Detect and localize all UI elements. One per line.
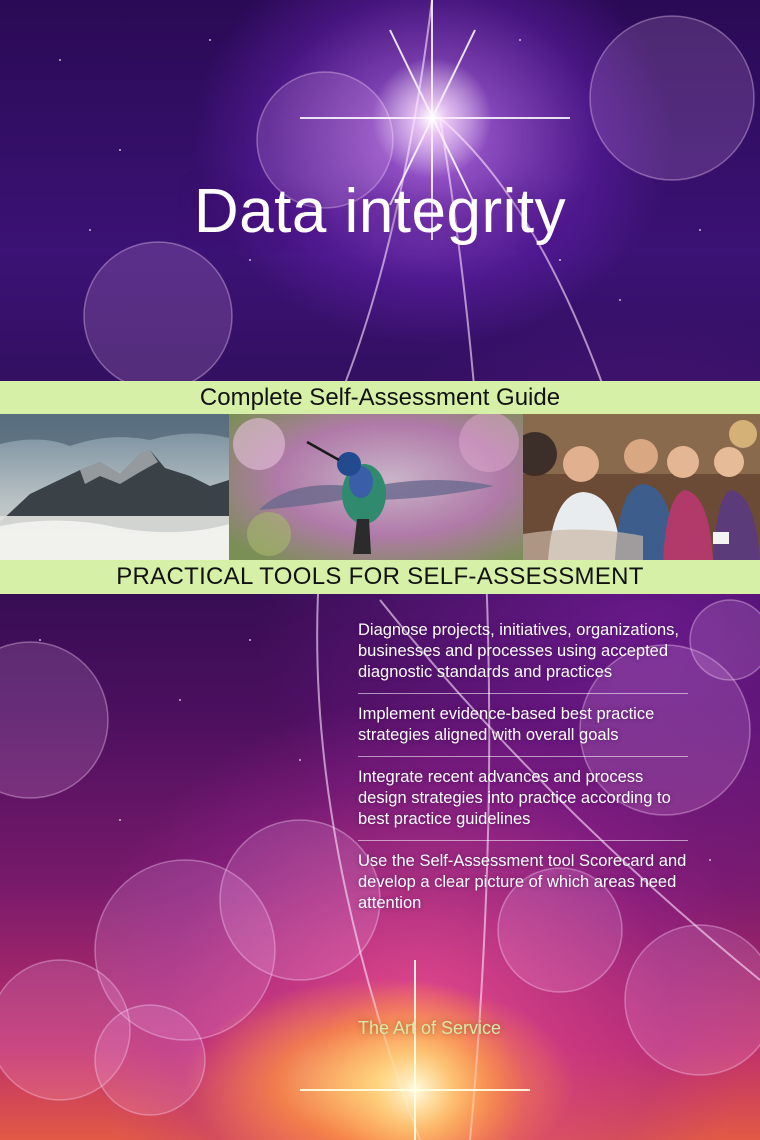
subtitle-band: Complete Self-Assessment Guide	[0, 381, 760, 414]
photo-strip	[0, 414, 760, 560]
hummingbird-photo	[229, 414, 523, 560]
tagline-band: PRACTICAL TOOLS FOR SELF-ASSESSMENT	[0, 560, 760, 594]
book-title: Data integrity	[193, 177, 567, 246]
benefit-item: Integrate recent advances and process design strategies into practice according to best practice guidelines	[358, 767, 688, 841]
benefit-item: Implement evidence-based best practice strategies aligned with overall goals	[358, 704, 688, 757]
benefits-list	[358, 620, 688, 934]
benefit-item: Use the Self-Assessment tool Scorecard and develop a clear picture of which areas need attention	[358, 852, 687, 912]
group-of-friends-photo	[523, 414, 760, 560]
mountain-landscape-photo	[0, 414, 229, 560]
benefit-item: Diagnose projects, initiatives, organizations, businesses and processes using accepted diagnostic standards and practices	[358, 620, 688, 694]
publisher-name: The Art of Service	[358, 1018, 502, 1038]
